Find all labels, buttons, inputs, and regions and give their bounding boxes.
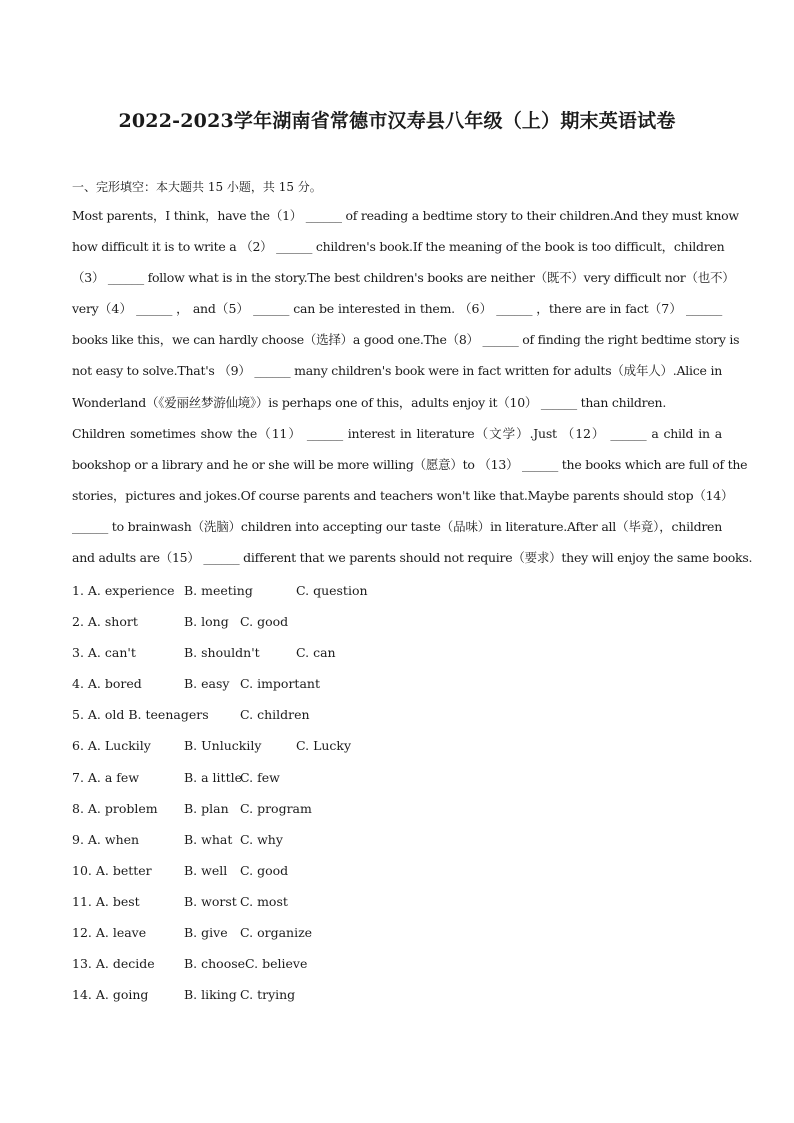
answer-options <box>72 575 472 1010</box>
question-row <box>72 637 472 668</box>
option-c: C. Lucky <box>296 738 352 754</box>
question-row <box>72 917 472 948</box>
passage-line: not easy to solve.That's （9） ______ many children's book were in fact written for adults（成年人）.Alice in <box>72 363 722 379</box>
option-b: B. liking <box>184 987 237 1003</box>
option-a: 13. A. decide <box>72 956 155 972</box>
option-c: C. can <box>296 645 336 661</box>
option-c: C. few <box>240 769 280 785</box>
option-b: B. Unluckily <box>184 738 262 754</box>
question-row <box>72 793 472 824</box>
option-a: 2. A. short <box>72 614 138 630</box>
passage-line: bookshop or a library and he or she will be more willing（愿意）to （13） ______ the books which are full of the <box>72 456 748 472</box>
option-b: B. shouldn't <box>184 645 260 661</box>
question-row <box>72 668 472 699</box>
option-a: 7. A. a few <box>72 769 140 785</box>
question-row <box>72 575 472 606</box>
passage-line: ______ to brainwash（洗脑）children into accepting our taste（品味）in literature.After all（毕竟），children <box>72 518 722 534</box>
option-a: 5. A. old B. teenagers <box>72 707 209 723</box>
option-a: 12. A. leave <box>72 925 147 941</box>
option-b: B. give <box>184 925 228 941</box>
option-c: C. trying <box>240 987 296 1003</box>
page-title: 2022-2023学年湖南省常德市汉寿县八年级（上）期末英语试卷 <box>118 110 676 132</box>
option-c: C. good <box>240 862 289 878</box>
passage-line: books like this，we can hardly choose（选择）a good one.The（8） ______ of finding the right bedtime story is <box>72 332 740 348</box>
question-row <box>72 886 472 917</box>
passage-line: （3） ______ follow what is in the story.The best children's books are neither（既不）very difficult nor（也不） <box>72 270 735 286</box>
option-c: C. organize <box>240 925 313 941</box>
option-c: C. good <box>240 614 289 630</box>
question-row <box>72 855 472 886</box>
option-b: B. well <box>184 862 228 878</box>
option-b: B. easy <box>184 676 230 692</box>
section-heading: 一、完形填空：本大题共 15 小题，共 15 分。 <box>72 180 322 194</box>
option-b: B. long <box>184 614 229 630</box>
question-row <box>72 948 472 979</box>
option-c: C. most <box>240 893 288 909</box>
question-row <box>72 730 472 761</box>
cloze-passage <box>72 200 753 573</box>
option-a: 6. A. Luckily <box>72 738 151 754</box>
passage-line: stories，pictures and jokes.Of course parents and teachers won't like that.Maybe parents should stop（14） <box>72 487 734 503</box>
question-row <box>72 699 472 730</box>
passage-line: and adults are（15） ______ different that we parents should not require（要求）they will enjoy the same books. <box>72 550 753 566</box>
option-a: 10. A. better <box>72 862 152 878</box>
option-a: 3. A. can't <box>72 645 136 661</box>
passage-line: how difficult it is to write a （2） ______ children's book.If the meaning of the book is too difficult，children <box>72 239 725 255</box>
option-a: 11. A. best <box>72 893 140 909</box>
option-b: B. what <box>184 831 233 847</box>
option-c: C. important <box>240 676 320 692</box>
question-row <box>72 606 472 637</box>
option-a: 8. A. problem <box>72 800 158 816</box>
option-c: C. program <box>240 800 312 816</box>
passage-line: Wonderland（《爱丽丝梦游仙境》）is perhaps one of this，adults enjoy it（10） ______ than children. <box>72 394 667 410</box>
option-a: 14. A. going <box>72 987 149 1003</box>
option-b: B. plan <box>184 800 229 816</box>
option-a: 9. A. when <box>72 831 140 847</box>
option-c: C. children <box>240 707 310 723</box>
option-c: C. question <box>296 583 368 598</box>
question-row <box>72 762 472 793</box>
passage-line: very（4） ______ ， and（5） ______ can be interested in them. （6） ______ ，there are in fact（7） ______ <box>72 301 722 317</box>
question-row <box>72 824 472 855</box>
option-a: 4. A. bored <box>72 676 142 692</box>
option-c: C. why <box>240 831 283 847</box>
question-row <box>72 979 472 1010</box>
passage-line: Children sometimes show the（11） ______ interest in literature（文学）.Just （12） ______ a child in a <box>72 425 722 441</box>
option-b: B. worst <box>184 893 237 909</box>
option-b: B. meeting <box>184 583 253 598</box>
option-b: B. a little <box>184 769 242 785</box>
passage-line: Most parents，I think，have the（1） ______ of reading a bedtime story to their children.And they must know <box>72 208 739 223</box>
option-b: B. chooseC. believe <box>184 956 308 972</box>
option-a: 1. A. experience <box>72 583 175 598</box>
